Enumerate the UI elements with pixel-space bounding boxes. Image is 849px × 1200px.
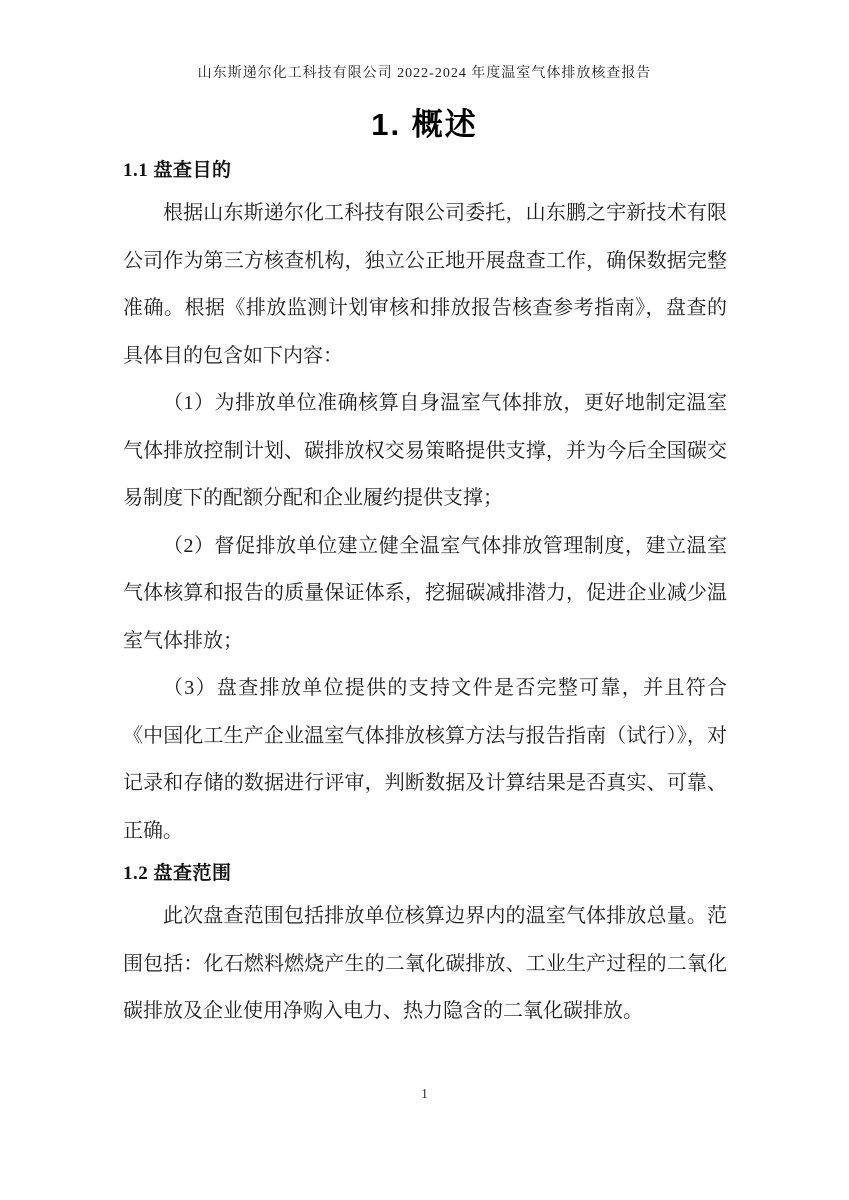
paragraph-purpose-item-3: （3）盘查排放单位提供的支持文件是否完整可靠，并且符合《中国化工生产企业温室气体排放核算方法与报告指南（试行）》，对记录和存储的数据进行评审，判断数据及计算结果是否真实、可靠、正确。 bbox=[123, 677, 727, 842]
paragraph-purpose-item-2: （2）督促排放单位建立健全温室气体排放管理制度，建立温室气体核算和报告的质量保证体系，挖掘碳减排潜力，促进企业减少温室气体排放； bbox=[123, 534, 727, 652]
section-heading-1-1: 1.1 盘查目的 bbox=[123, 160, 232, 181]
paragraph-purpose-intro: 根据山东斯递尔化工科技有限公司委托，山东鹏之宇新技术有限公司作为第三方核查机构，独立公正地开展盘查工作，确保数据完整准确。根据《排放监测计划审核和排放报告核查参考指南》，盘查的具体目的包含如下内容： bbox=[123, 202, 727, 367]
section-heading-1-2: 1.2 盘查范围 bbox=[123, 863, 232, 884]
running-header: 山东斯递尔化工科技有限公司 2022-2024 年度温室气体排放核查报告 bbox=[197, 66, 652, 81]
paragraph-scope: 此次盘查范围包括排放单位核算边界内的温室气体排放总量。范围包括：化石燃料燃烧产生的二氧化碳排放、工业生产过程的二氧化碳排放及企业使用净购入电力、热力隐含的二氧化碳排放。 bbox=[123, 905, 727, 1022]
document-body bbox=[123, 152, 727, 1036]
page-number: 1 bbox=[421, 1087, 428, 1102]
paragraph-purpose-item-1: （1）为排放单位准确核算自身温室气体排放，更好地制定温室气体排放控制计划、碳排放权交易策略提供支撑，并为今后全国碳交易制度下的配额分配和企业履约提供支撑； bbox=[123, 392, 727, 509]
chapter-title: 1. 概述 bbox=[371, 107, 478, 142]
